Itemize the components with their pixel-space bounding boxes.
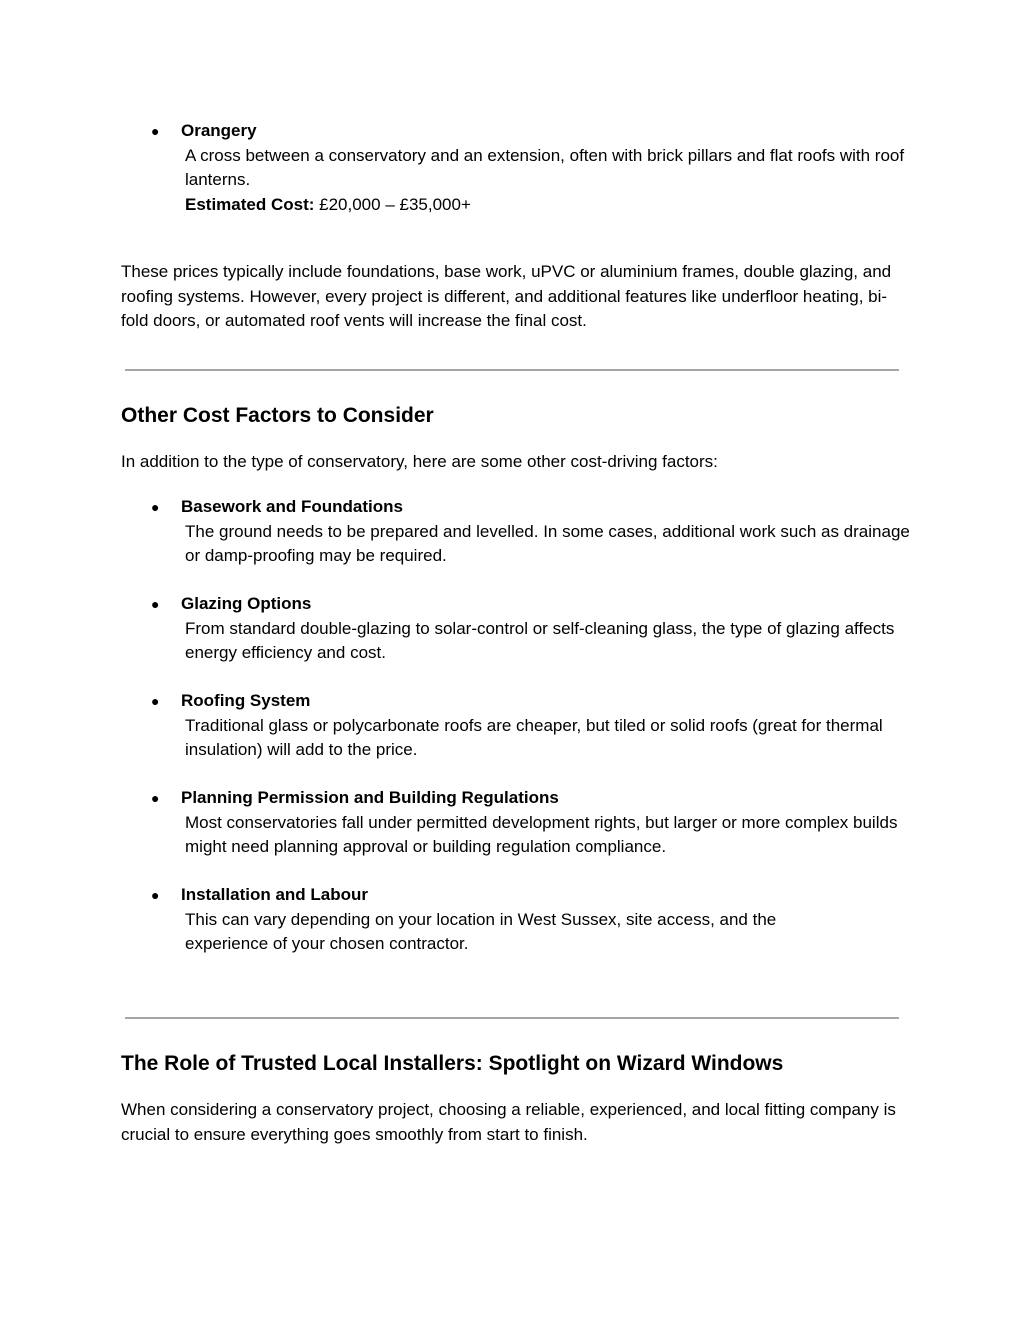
orangery-cost-line <box>181 193 911 218</box>
installers-paragraph: When considering a conservatory project, choosing a reliable, experienced, and local fitting company is crucial to ensure everything goes smoothly from start to finish. <box>121 1100 896 1144</box>
list-item-orangery <box>121 119 911 217</box>
estimated-cost-value: £20,000 – £35,000+ <box>314 194 471 214</box>
factor-title: Planning Permission and Building Regulations <box>181 788 559 807</box>
factor-title: Installation and Labour <box>181 885 369 904</box>
factor-description: From standard double-glazing to solar-control or self-cleaning glass, the type of glazing affects energy efficiency and cost. <box>185 618 895 662</box>
bullet-icon: ● <box>151 499 160 515</box>
factor-description: The ground needs to be prepared and levelled. In some cases, additional work such as drainage or damp-proofing may be required. <box>185 521 910 565</box>
prices-paragraph: These prices typically include foundations, base work, uPVC or aluminium frames, double glazing, and roofing systems. However, every project is different, and additional features like underfloor heating, bi-fold doors, or automated roof vents will increase the final cost. <box>121 262 892 330</box>
cost-factors-heading: Other Cost Factors to Consider <box>121 404 434 427</box>
factor-description: Traditional glass or polycarbonate roofs are cheaper, but tiled or solid roofs (great for thermal insulation) will add to the price. <box>185 715 883 759</box>
section-divider <box>125 1017 899 1019</box>
cost-factors-intro: In addition to the type of conservatory, here are some other cost-driving factors: <box>121 452 718 471</box>
bullet-icon: ● <box>151 693 160 709</box>
list-item-installation <box>121 883 851 957</box>
orangery-title: Orangery <box>181 121 257 140</box>
list-item-basework <box>121 495 911 569</box>
factor-title: Roofing System <box>181 691 311 710</box>
factor-description: This can vary depending on your location in West Sussex, site access, and the experience of your chosen contractor. <box>185 909 777 953</box>
orangery-description: A cross between a conservatory and an extension, often with brick pillars and flat roofs with roof lanterns. <box>185 145 905 189</box>
bullet-icon: ● <box>151 123 160 139</box>
bullet-icon: ● <box>151 596 160 612</box>
list-item-planning <box>121 786 931 860</box>
bullet-icon: ● <box>151 790 160 806</box>
factor-description: Most conservatories fall under permitted development rights, but larger or more complex builds might need planning approval or building regulation compliance. <box>185 812 898 856</box>
list-item-roofing <box>121 689 911 763</box>
estimated-cost-label: Estimated Cost: <box>185 194 315 214</box>
factor-title: Basework and Foundations <box>181 497 403 516</box>
factor-title: Glazing Options <box>181 594 312 613</box>
list-item-glazing <box>121 592 911 666</box>
orangery-list <box>121 119 911 217</box>
installers-heading: The Role of Trusted Local Installers: Spotlight on Wizard Windows <box>121 1052 784 1075</box>
section-divider <box>125 369 899 371</box>
bullet-icon: ● <box>151 887 160 903</box>
